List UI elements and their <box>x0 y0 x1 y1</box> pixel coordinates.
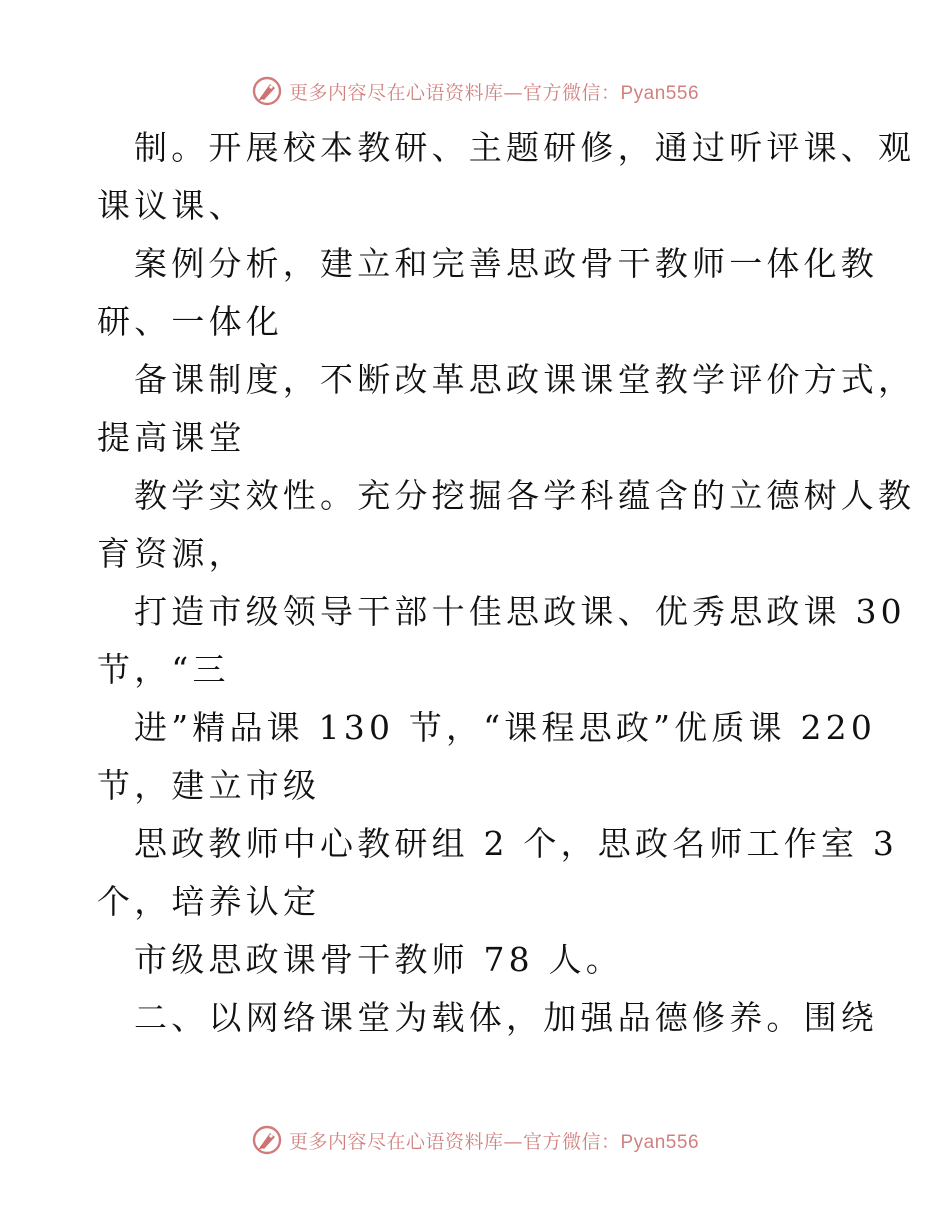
text-line: 课议课、 <box>97 186 246 225</box>
header-watermark <box>0 71 950 111</box>
text-line: 思政教师中心教研组 2 个，思政名师工作室 3 <box>134 824 899 863</box>
watermark-text: 更多内容尽在心语资料库—官方微信：Pyan556 <box>288 1130 700 1153</box>
text-line: 进”精品课 130 节，“课程思政”优质课 220 <box>134 708 877 747</box>
text-line: 研、一体化 <box>97 302 283 341</box>
text-line: 教学实效性。充分挖掘各学科蕴含的立德树人教 <box>134 476 916 515</box>
text-line: 提高课堂 <box>97 418 246 457</box>
pen-nib-circle-icon <box>251 75 283 107</box>
text-line: 市级思政课骨干教师 78 人。 <box>134 940 623 979</box>
body-text <box>97 122 916 1050</box>
text-line: 节，建立市级 <box>97 766 321 805</box>
footer-watermark <box>0 1120 950 1160</box>
text-line: 节，“三 <box>97 650 230 689</box>
text-line: 备课制度，不断改革思政课课堂教学评价方式， <box>134 360 916 399</box>
text-line: 个，培养认定 <box>97 882 321 921</box>
text-line: 打造市级领导干部十佳思政课、优秀思政课 30 <box>134 592 906 631</box>
pen-nib-circle-icon <box>251 1124 283 1156</box>
text-line: 育资源， <box>97 534 246 573</box>
watermark-text: 更多内容尽在心语资料库—官方微信：Pyan556 <box>288 81 700 104</box>
text-line: 制。开展校本教研、主题研修，通过听评课、观 <box>134 128 916 167</box>
text-line: 案例分析，建立和完善思政骨干教师一体化教 <box>134 244 878 283</box>
text-line: 二、以网络课堂为载体，加强品德修养。围绕 <box>134 998 878 1037</box>
